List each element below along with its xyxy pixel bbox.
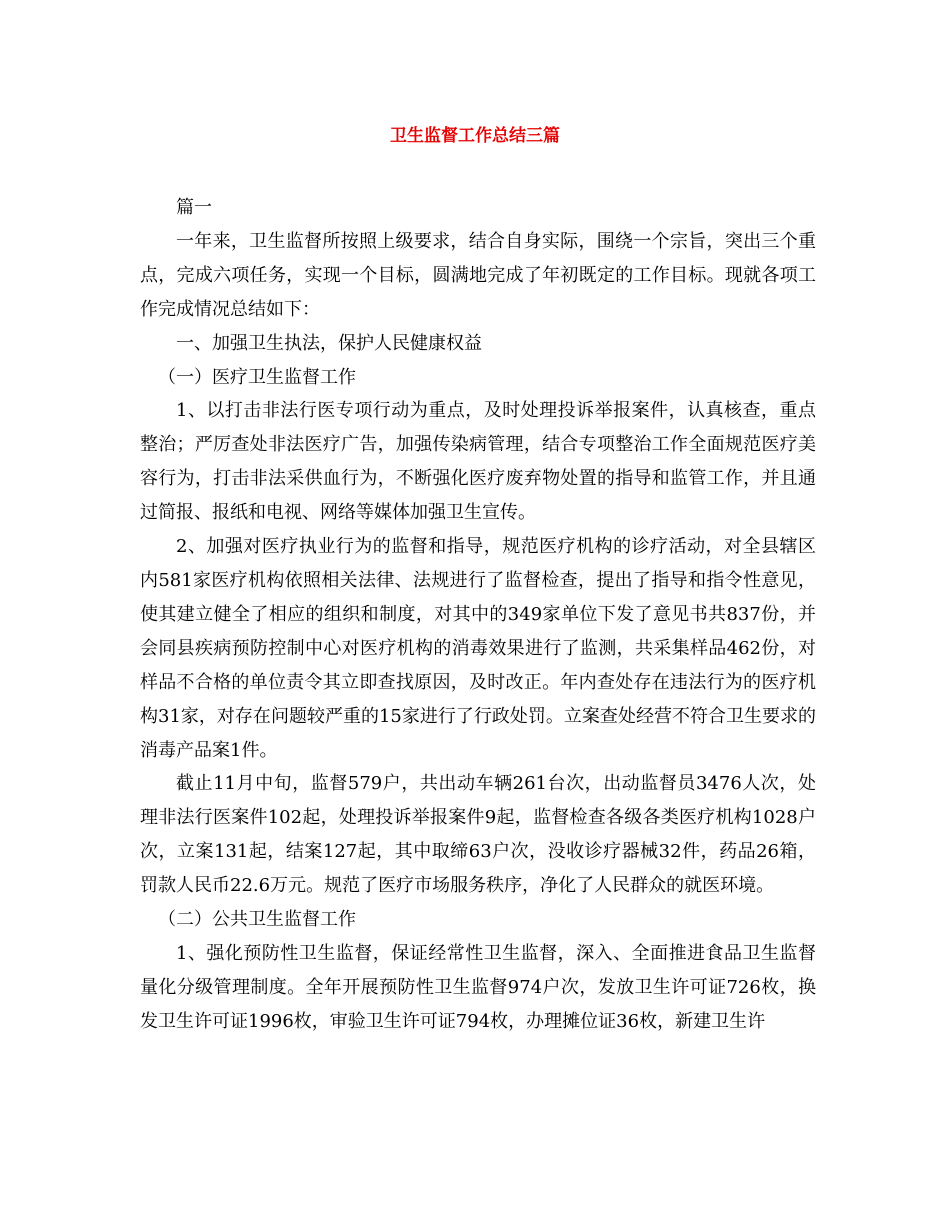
intro-paragraph: 一年来，卫生监督所按照上级要求，结合自身实际，围绕一个宗旨，突出三个重点，完成六项任务，实现一个目标，圆满地完成了年初既定的工作目标。现就各项工作完成情况总结如下： [140, 230, 816, 320]
document-title: 卫生监督工作总结三篇 [390, 126, 560, 146]
subheading-1: （一）医疗卫生监督工作 [158, 366, 356, 388]
paragraph-4: 1、强化预防性卫生监督，保证经常性卫生监督，深入、全面推进食品卫生监督量化分级管理制度。全年开展预防性卫生监督974户次，发放卫生许可证726枚，换发卫生许可证1996枚，审验卫生许可证794枚，办理摊位证36枚，新建卫生许 [140, 942, 816, 1032]
paragraph-1: 1、以打击非法行医专项行动为重点，及时处理投诉举报案件，认真核查，重点整治；严厉查处非法医疗广告，加强传染病管理，结合专项整治工作全面规范医疗美容行为，打击非法采供血行为，不断强化医疗废弃物处置的指导和监管工作，并且通过简报、报纸和电视、网络等媒体加强卫生宣传。 [140, 400, 816, 524]
subheading-2: （二）公共卫生监督工作 [158, 909, 356, 931]
paragraph-2: 2、加强对医疗执业行为的监督和指导，规范医疗机构的诊疗活动，对全县辖区内581家医疗机构依照相关法律、法规进行了监督检查，提出了指导和指令性意见，使其建立健全了相应的组织和制度，对其中的349家单位下发了意见书共837份，并会同县疾病预防控制中心对医疗机构的消毒效果进行了监测，共采集样品462份，对样品不合格的单位责令其立即查找原因，及时改正。年内查处存在违法行为的医疗机构31家，对存在问题较严重的15家进行了行政处罚。立案查处经营不符合卫生要求的消毒产品案1件。 [140, 536, 816, 761]
heading-1: 一、加强卫生执法，保护人民健康权益 [176, 332, 482, 354]
section-label: 篇一 [176, 197, 212, 218]
paragraph-3: 截止11月中旬，监督579户，共出动车辆261台次，出动监督员3476人次，处理非法行医案件102起，处理投诉举报案件9起，监督检查各级各类医疗机构1028户次，立案131起，结案127起，其中取缔63户次，没收诊疗器械32件，药品26箱，罚款人民币22.6万元。规范了医疗市场服务秩序，净化了人民群众的就医环境。 [140, 773, 816, 897]
document-body [140, 191, 816, 1039]
